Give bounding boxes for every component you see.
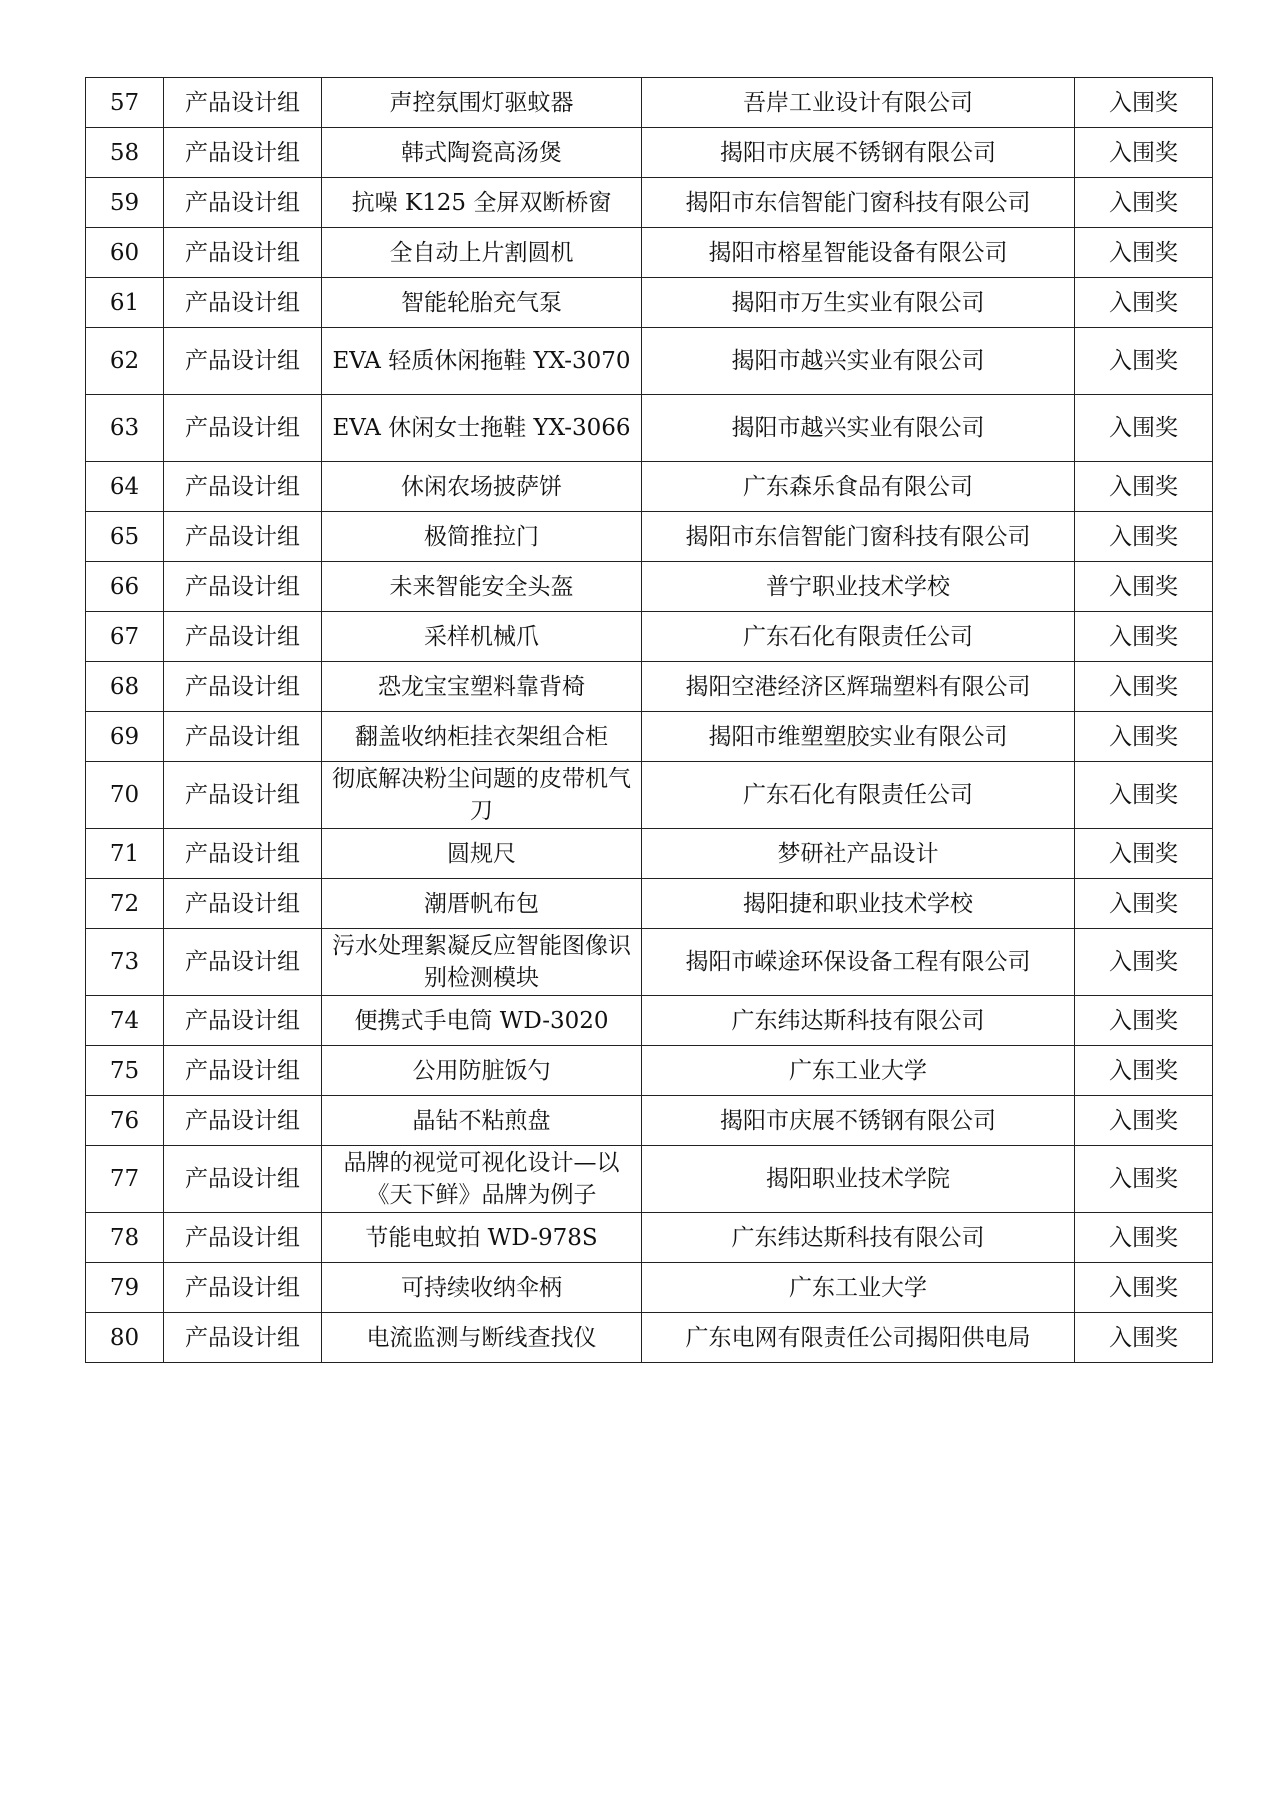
row-number-cell: 71 xyxy=(86,829,164,879)
award-cell: 入围奖 xyxy=(1075,178,1213,228)
group-cell: 产品设计组 xyxy=(164,1146,322,1213)
row-number-cell: 75 xyxy=(86,1046,164,1096)
project-name-cell: 污水处理絮凝反应智能图像识别检测模块 xyxy=(322,929,642,996)
company-cell: 广东电网有限责任公司揭阳供电局 xyxy=(642,1313,1075,1363)
award-cell: 入围奖 xyxy=(1075,1096,1213,1146)
project-name-cell: 抗噪 K125 全屏双断桥窗 xyxy=(322,178,642,228)
row-number-cell: 72 xyxy=(86,879,164,929)
group-cell: 产品设计组 xyxy=(164,178,322,228)
project-name-cell: 可持续收纳伞柄 xyxy=(322,1263,642,1313)
group-cell: 产品设计组 xyxy=(164,228,322,278)
row-number-cell: 65 xyxy=(86,512,164,562)
group-cell: 产品设计组 xyxy=(164,1096,322,1146)
table-row xyxy=(86,1313,1213,1363)
row-number-cell: 66 xyxy=(86,562,164,612)
award-cell: 入围奖 xyxy=(1075,879,1213,929)
row-number-cell: 74 xyxy=(86,996,164,1046)
table-row xyxy=(86,612,1213,662)
row-number-cell: 67 xyxy=(86,612,164,662)
table-row xyxy=(86,929,1213,996)
award-cell: 入围奖 xyxy=(1075,1313,1213,1363)
award-list-table xyxy=(85,77,1213,1363)
project-name-cell: 公用防脏饭勺 xyxy=(322,1046,642,1096)
company-cell: 揭阳市榕星智能设备有限公司 xyxy=(642,228,1075,278)
project-name-cell: 彻底解决粉尘问题的皮带机气刀 xyxy=(322,762,642,829)
row-number-cell: 61 xyxy=(86,278,164,328)
project-name-cell: 节能电蚊拍 WD-978S xyxy=(322,1213,642,1263)
project-name-cell: 极简推拉门 xyxy=(322,512,642,562)
award-cell: 入围奖 xyxy=(1075,1213,1213,1263)
project-name-cell: EVA 休闲女士拖鞋 YX-3066 xyxy=(322,395,642,462)
group-cell: 产品设计组 xyxy=(164,762,322,829)
table-row xyxy=(86,1096,1213,1146)
group-cell: 产品设计组 xyxy=(164,128,322,178)
table-row xyxy=(86,712,1213,762)
group-cell: 产品设计组 xyxy=(164,1263,322,1313)
project-name-cell: 晶钻不粘煎盘 xyxy=(322,1096,642,1146)
row-number-cell: 68 xyxy=(86,662,164,712)
award-cell: 入围奖 xyxy=(1075,278,1213,328)
award-cell: 入围奖 xyxy=(1075,328,1213,395)
group-cell: 产品设计组 xyxy=(164,996,322,1046)
company-cell: 普宁职业技术学校 xyxy=(642,562,1075,612)
company-cell: 揭阳职业技术学院 xyxy=(642,1146,1075,1213)
table-row xyxy=(86,78,1213,128)
project-name-cell: 便携式手电筒 WD-3020 xyxy=(322,996,642,1046)
project-name-cell: 声控氛围灯驱蚊器 xyxy=(322,78,642,128)
award-cell: 入围奖 xyxy=(1075,712,1213,762)
row-number-cell: 57 xyxy=(86,78,164,128)
award-cell: 入围奖 xyxy=(1075,612,1213,662)
award-cell: 入围奖 xyxy=(1075,1146,1213,1213)
award-cell: 入围奖 xyxy=(1075,228,1213,278)
company-cell: 揭阳捷和职业技术学校 xyxy=(642,879,1075,929)
row-number-cell: 77 xyxy=(86,1146,164,1213)
group-cell: 产品设计组 xyxy=(164,278,322,328)
company-cell: 揭阳市越兴实业有限公司 xyxy=(642,328,1075,395)
group-cell: 产品设计组 xyxy=(164,829,322,879)
company-cell: 揭阳市庆展不锈钢有限公司 xyxy=(642,1096,1075,1146)
row-number-cell: 69 xyxy=(86,712,164,762)
table-row xyxy=(86,278,1213,328)
row-number-cell: 79 xyxy=(86,1263,164,1313)
group-cell: 产品设计组 xyxy=(164,662,322,712)
table-row xyxy=(86,128,1213,178)
table-row xyxy=(86,1263,1213,1313)
group-cell: 产品设计组 xyxy=(164,395,322,462)
company-cell: 广东纬达斯科技有限公司 xyxy=(642,1213,1075,1263)
company-cell: 揭阳市庆展不锈钢有限公司 xyxy=(642,128,1075,178)
award-cell: 入围奖 xyxy=(1075,395,1213,462)
project-name-cell: 圆规尺 xyxy=(322,829,642,879)
project-name-cell: EVA 轻质休闲拖鞋 YX-3070 xyxy=(322,328,642,395)
company-cell: 揭阳市嵘途环保设备工程有限公司 xyxy=(642,929,1075,996)
group-cell: 产品设计组 xyxy=(164,612,322,662)
table-row xyxy=(86,462,1213,512)
company-cell: 广东纬达斯科技有限公司 xyxy=(642,996,1075,1046)
table-row xyxy=(86,996,1213,1046)
award-cell: 入围奖 xyxy=(1075,929,1213,996)
row-number-cell: 58 xyxy=(86,128,164,178)
table-row xyxy=(86,662,1213,712)
company-cell: 揭阳市万生实业有限公司 xyxy=(642,278,1075,328)
company-cell: 广东工业大学 xyxy=(642,1263,1075,1313)
award-cell: 入围奖 xyxy=(1075,662,1213,712)
row-number-cell: 70 xyxy=(86,762,164,829)
table-row xyxy=(86,829,1213,879)
company-cell: 梦研社产品设计 xyxy=(642,829,1075,879)
award-cell: 入围奖 xyxy=(1075,1263,1213,1313)
table-row xyxy=(86,762,1213,829)
table-row xyxy=(86,178,1213,228)
table-row xyxy=(86,879,1213,929)
group-cell: 产品设计组 xyxy=(164,712,322,762)
company-cell: 揭阳市越兴实业有限公司 xyxy=(642,395,1075,462)
project-name-cell: 潮厝帆布包 xyxy=(322,879,642,929)
project-name-cell: 电流监测与断线查找仪 xyxy=(322,1313,642,1363)
award-cell: 入围奖 xyxy=(1075,762,1213,829)
award-cell: 入围奖 xyxy=(1075,562,1213,612)
table-row xyxy=(86,512,1213,562)
award-cell: 入围奖 xyxy=(1075,512,1213,562)
award-cell: 入围奖 xyxy=(1075,996,1213,1046)
group-cell: 产品设计组 xyxy=(164,879,322,929)
project-name-cell: 采样机械爪 xyxy=(322,612,642,662)
table-row xyxy=(86,1046,1213,1096)
table-row xyxy=(86,1213,1213,1263)
group-cell: 产品设计组 xyxy=(164,929,322,996)
table-row xyxy=(86,562,1213,612)
group-cell: 产品设计组 xyxy=(164,512,322,562)
project-name-cell: 恐龙宝宝塑料靠背椅 xyxy=(322,662,642,712)
row-number-cell: 80 xyxy=(86,1313,164,1363)
project-name-cell: 品牌的视觉可视化设计—以《天下鲜》品牌为例子 xyxy=(322,1146,642,1213)
award-cell: 入围奖 xyxy=(1075,829,1213,879)
table-row xyxy=(86,395,1213,462)
row-number-cell: 63 xyxy=(86,395,164,462)
award-cell: 入围奖 xyxy=(1075,128,1213,178)
project-name-cell: 未来智能安全头盔 xyxy=(322,562,642,612)
company-cell: 揭阳市东信智能门窗科技有限公司 xyxy=(642,512,1075,562)
group-cell: 产品设计组 xyxy=(164,1046,322,1096)
award-cell: 入围奖 xyxy=(1075,1046,1213,1096)
row-number-cell: 60 xyxy=(86,228,164,278)
table-row xyxy=(86,228,1213,278)
project-name-cell: 韩式陶瓷高汤煲 xyxy=(322,128,642,178)
group-cell: 产品设计组 xyxy=(164,1313,322,1363)
group-cell: 产品设计组 xyxy=(164,328,322,395)
group-cell: 产品设计组 xyxy=(164,462,322,512)
row-number-cell: 64 xyxy=(86,462,164,512)
row-number-cell: 73 xyxy=(86,929,164,996)
table-body xyxy=(86,78,1213,1363)
award-cell: 入围奖 xyxy=(1075,462,1213,512)
row-number-cell: 78 xyxy=(86,1213,164,1263)
group-cell: 产品设计组 xyxy=(164,562,322,612)
company-cell: 揭阳空港经济区辉瑞塑料有限公司 xyxy=(642,662,1075,712)
company-cell: 揭阳市维塑塑胶实业有限公司 xyxy=(642,712,1075,762)
group-cell: 产品设计组 xyxy=(164,1213,322,1263)
project-name-cell: 智能轮胎充气泵 xyxy=(322,278,642,328)
project-name-cell: 全自动上片割圆机 xyxy=(322,228,642,278)
company-cell: 揭阳市东信智能门窗科技有限公司 xyxy=(642,178,1075,228)
row-number-cell: 59 xyxy=(86,178,164,228)
row-number-cell: 76 xyxy=(86,1096,164,1146)
row-number-cell: 62 xyxy=(86,328,164,395)
group-cell: 产品设计组 xyxy=(164,78,322,128)
table-row xyxy=(86,328,1213,395)
table-row xyxy=(86,1146,1213,1213)
company-cell: 广东石化有限责任公司 xyxy=(642,612,1075,662)
company-cell: 吾岸工业设计有限公司 xyxy=(642,78,1075,128)
company-cell: 广东工业大学 xyxy=(642,1046,1075,1096)
company-cell: 广东石化有限责任公司 xyxy=(642,762,1075,829)
project-name-cell: 休闲农场披萨饼 xyxy=(322,462,642,512)
project-name-cell: 翻盖收纳柜挂衣架组合柜 xyxy=(322,712,642,762)
company-cell: 广东森乐食品有限公司 xyxy=(642,462,1075,512)
award-cell: 入围奖 xyxy=(1075,78,1213,128)
